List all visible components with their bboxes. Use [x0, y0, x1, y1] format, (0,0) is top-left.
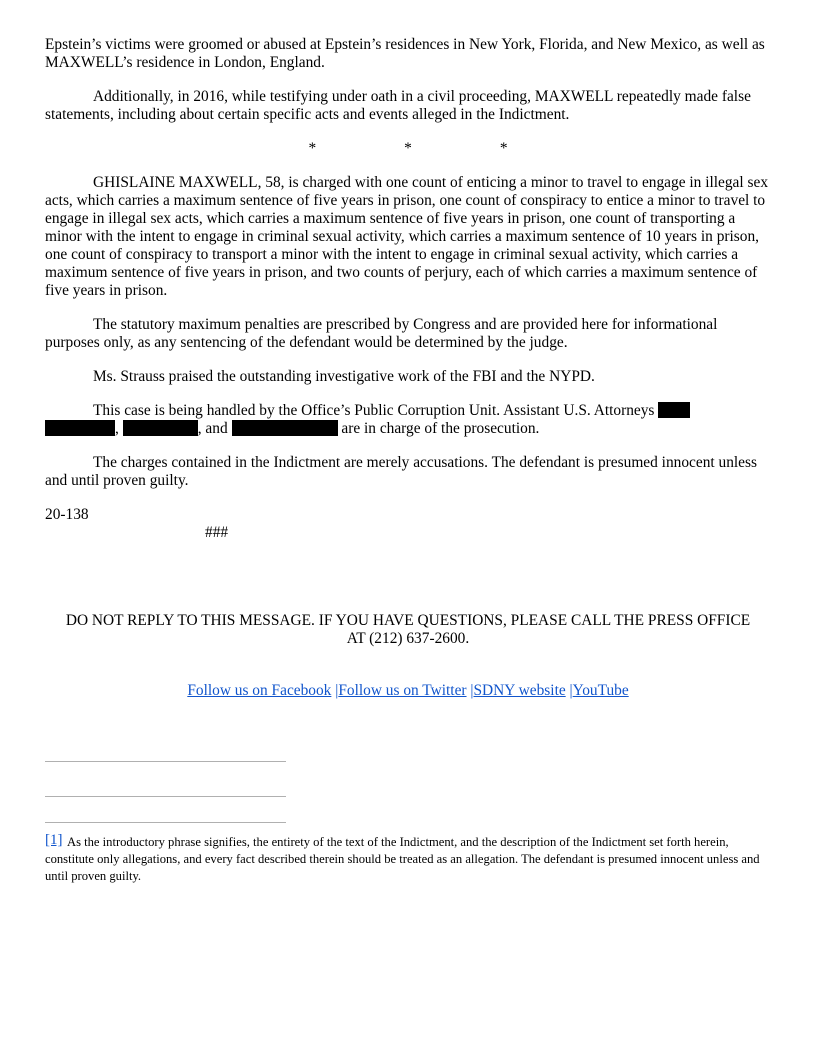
redaction-block: [232, 420, 338, 436]
paragraph-charges: GHISLAINE MAXWELL, 58, is charged with one count of enticing a minor to travel to engage in illegal sex acts, which carries a maximum sentence of five years in prison, one count of conspiracy to entice a minor to travel to engage in illegal sex acts, which carries a maximum sentence of five years in prison, one count of transporting a minor with the intent to engage in criminal sexual activity, which carries a maximum sentence of 10 years in prison, one count of conspiracy to transport a minor with the intent to engage in criminal sexual activity, which carries a maximum sentence of five years in prison, and two counts of perjury, each of which carries a maximum sentence of five years in prison.: [45, 174, 769, 299]
paragraph-presumption: The charges contained in the Indictment are merely accusations. The defendant is presumed innocent unless and until proven guilty.: [45, 454, 757, 489]
sdny-website-link[interactable]: SDNY website: [473, 682, 566, 699]
press-release-body: [45, 36, 771, 542]
unit-text-start: This case is being handled by the Office’s Public Corruption Unit. Assistant U.S. Attorneys: [93, 402, 655, 419]
youtube-link[interactable]: YouTube: [572, 682, 629, 699]
paragraph-praise: Ms. Strauss praised the outstanding investigative work of the FBI and the NYPD.: [93, 368, 595, 385]
footnote-reference-link[interactable]: [1]: [45, 832, 63, 848]
unit-separator: , and: [197, 420, 228, 437]
paragraph-prosecution-unit: [45, 402, 771, 438]
end-mark: ###: [205, 524, 229, 541]
divider-rule: [45, 796, 286, 797]
separator-star: *: [404, 140, 412, 157]
notice-line-2: AT (212) 637-2600.: [346, 630, 470, 647]
divider-rule: [45, 761, 286, 762]
redaction-block: [45, 420, 115, 436]
paragraph-victims: Epstein’s victims were groomed or abused at Epstein’s residences in New York, Florida, and New Mexico, as well as MAXWELL’s residence in London, England.: [45, 36, 765, 71]
paragraph-perjury: Additionally, in 2016, while testifying under oath in a civil proceeding, MAXWELL repeatedly made false statements, including about certain specific acts and events alleged in the Indictment.: [45, 88, 751, 123]
facebook-link[interactable]: Follow us on Facebook: [187, 682, 332, 699]
unit-separator: ,: [115, 420, 119, 437]
press-office-notice: [45, 612, 771, 648]
link-separator: |: [569, 682, 573, 699]
redaction-block: [658, 402, 690, 418]
redaction-block: [123, 420, 198, 436]
section-separator: [45, 140, 771, 158]
divider-rule: [45, 822, 286, 823]
link-separator: |: [470, 682, 474, 699]
paragraph-penalties: The statutory maximum penalties are prescribed by Congress and are provided here for informational purposes only, as any sentencing of the defendant would be determined by the judge.: [45, 316, 718, 351]
twitter-link[interactable]: Follow us on Twitter: [338, 682, 467, 699]
link-separator: |: [335, 682, 339, 699]
unit-text-end: are in charge of the prosecution.: [341, 420, 540, 437]
separator-star: *: [499, 140, 508, 157]
footnote: [45, 832, 773, 885]
release-number: 20-138: [45, 506, 89, 523]
notice-line-1: DO NOT REPLY TO THIS MESSAGE. IF YOU HAVE QUESTIONS, PLEASE CALL THE PRESS OFFICE: [65, 612, 751, 629]
footnote-text: As the introductory phrase signifies, the entirety of the text of the Indictment, and the description of the Indictment set forth herein, constitute only allegations, and every fact described therein should be treated as an allegation. The defendant is presumed innocent unless and until proven guilty.: [45, 835, 760, 883]
social-links: [45, 682, 771, 700]
separator-star: *: [308, 140, 317, 157]
